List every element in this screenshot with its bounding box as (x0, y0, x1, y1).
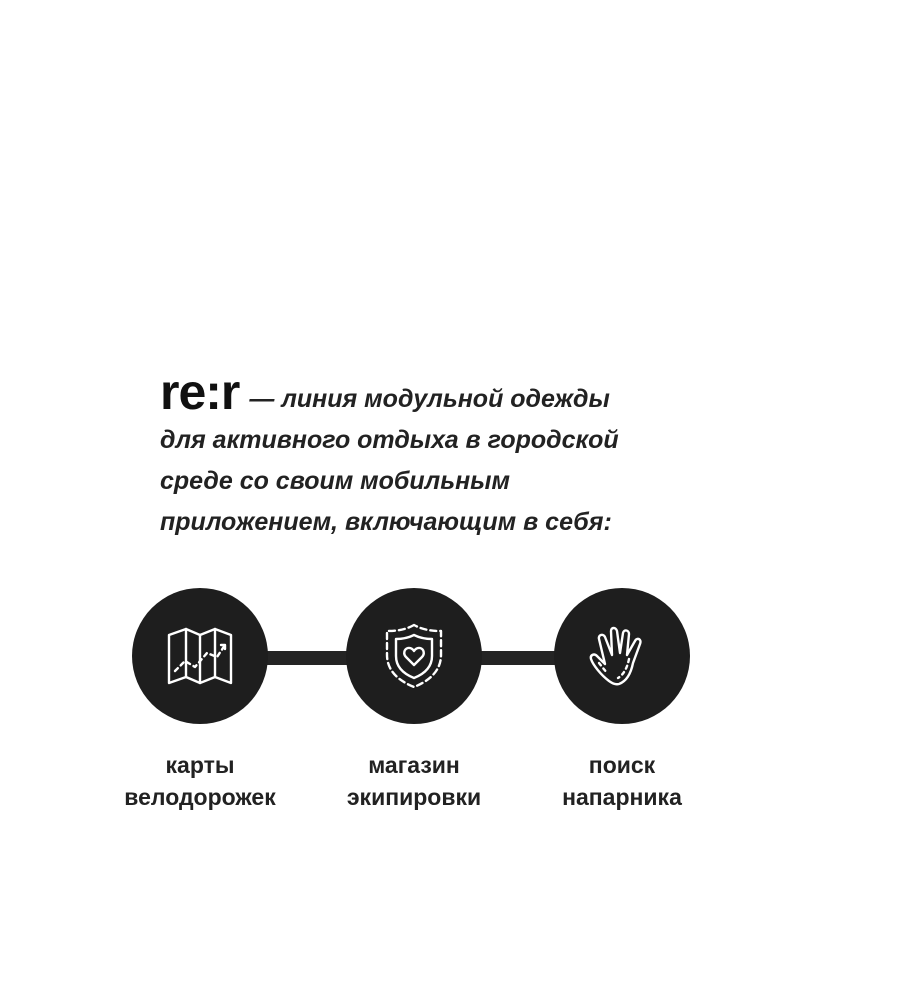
feature-label (522, 749, 722, 813)
feature-label-line-2: экипировки (346, 784, 482, 810)
intro-line-1: — линия модульной одежды (249, 385, 610, 413)
feature-bike-maps (100, 588, 300, 813)
intro-line-4: приложением, включающим в себя: (160, 508, 612, 536)
features-row (0, 588, 900, 828)
feature-label-line-2: напарника (562, 784, 682, 810)
feature-label (100, 749, 300, 813)
feature-gear-shop (314, 588, 514, 813)
brand-logo: re:r (160, 364, 240, 420)
feature-circle (554, 588, 690, 724)
hand-icon (585, 619, 659, 693)
feature-label (314, 749, 514, 813)
feature-label-line-1: карты (165, 752, 235, 778)
feature-partner-search (522, 588, 722, 813)
feature-circle (132, 588, 268, 724)
intro-line-2: для активного отдыха в городской (160, 426, 619, 454)
feature-label-line-1: поиск (588, 752, 656, 778)
feature-label-line-1: магазин (368, 752, 460, 778)
map-icon (163, 619, 237, 693)
intro-paragraph (160, 364, 720, 543)
feature-circle (346, 588, 482, 724)
feature-label-line-2: велодорожек (124, 784, 276, 810)
intro-line-3: среде со своим мобильным (160, 467, 511, 495)
shield-heart-icon (377, 619, 451, 693)
